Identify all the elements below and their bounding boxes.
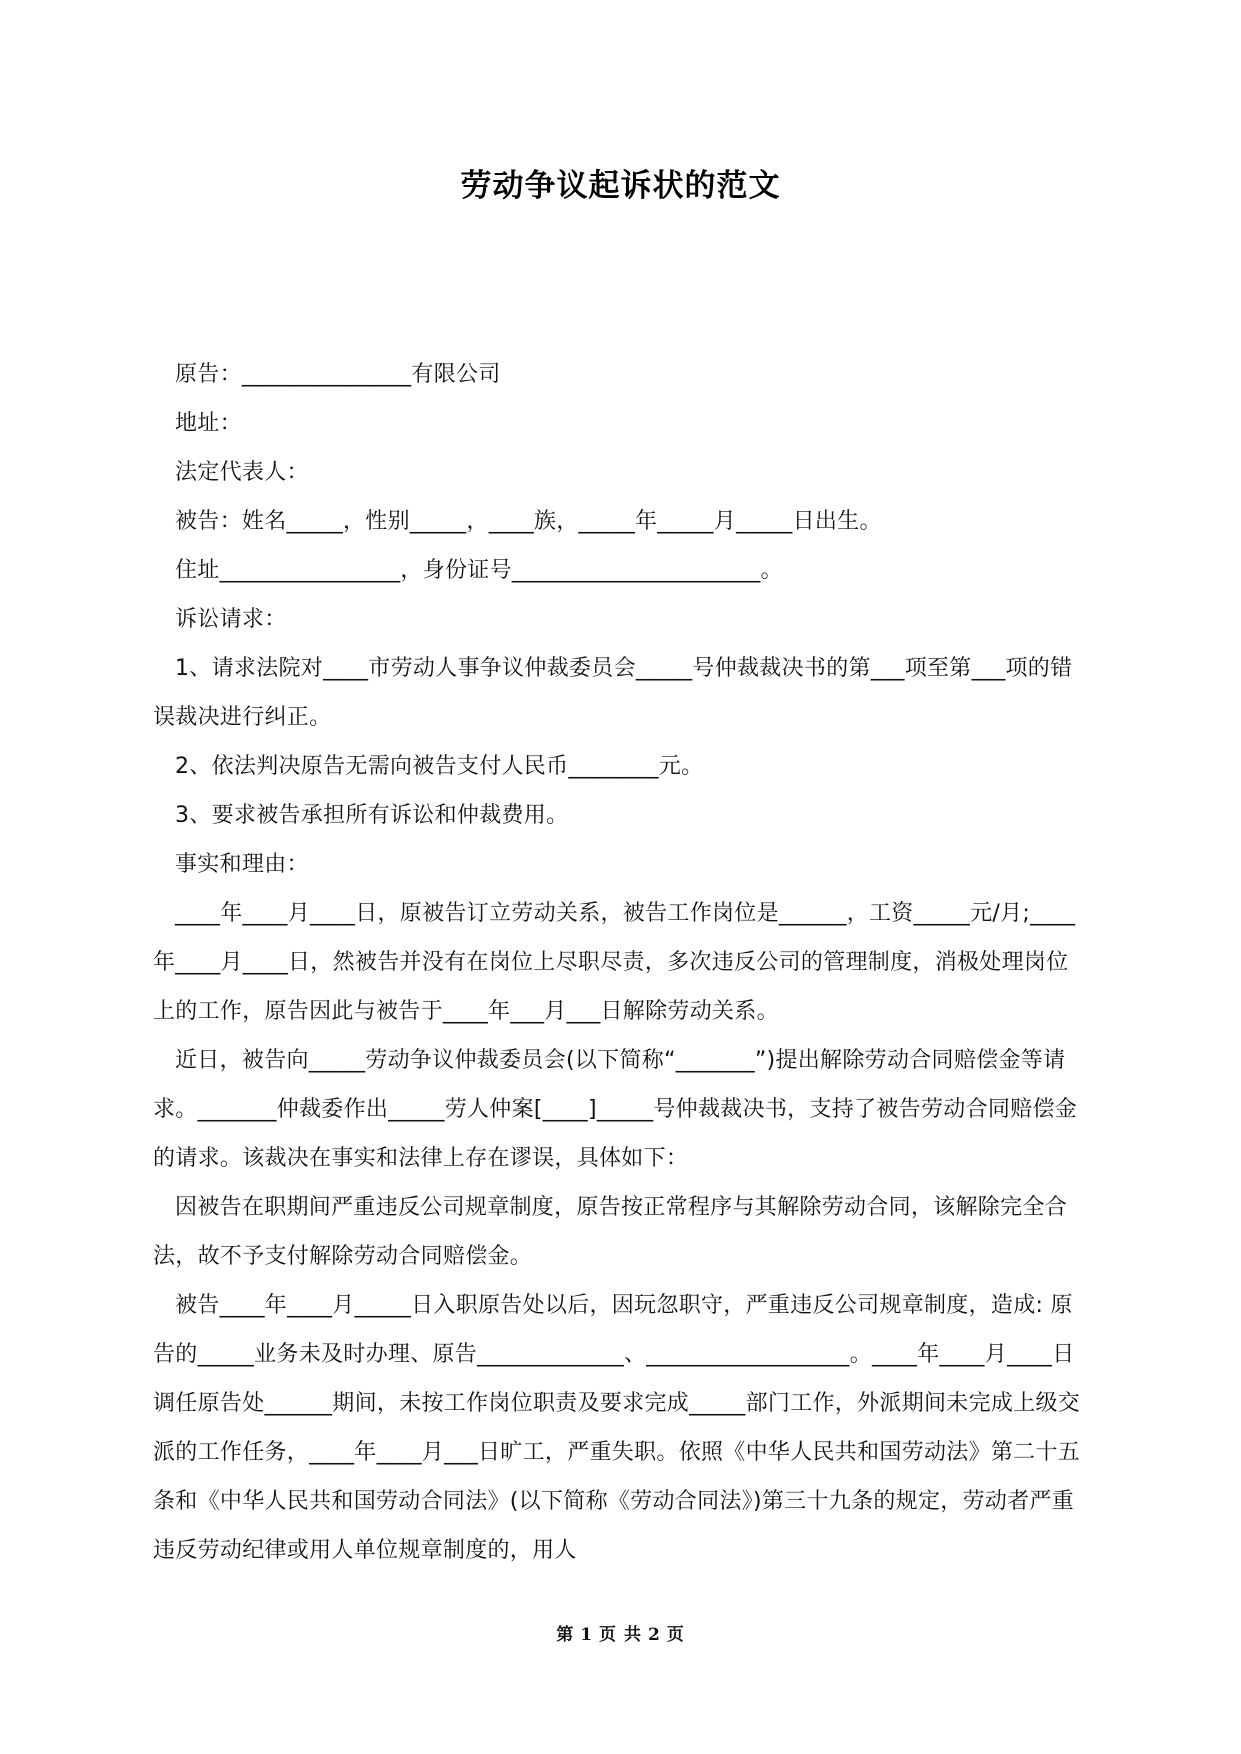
document-title: 劳动争议起诉状的范文 <box>460 168 781 204</box>
plaintiff-line: 原告：_______________有限公司 <box>175 362 501 387</box>
residence-id-line: 住址________________，身份证号______________________。 <box>175 558 783 583</box>
claim-item-1: 1、请求法院对____市劳动人事争议仲裁委员会_____号仲裁裁决书的第___项至第___项的错误裁决进行纠正。 <box>153 656 1073 730</box>
claims-heading: 诉讼请求： <box>175 607 287 632</box>
claim-item-2: 2、依法判决原告无需向被告支付人民币________元。 <box>175 754 704 779</box>
claim-item-3: 3、要求被告承担所有诉讼和仲裁费用。 <box>175 803 569 828</box>
facts-paragraph-2: 近日，被告向_____劳动争议仲裁委员会(以下简称“_______”)提出解除劳动合同赔偿金等请求。_______仲裁委作出_____劳人仲案[____]_____号仲裁裁决书，支持了被告劳动合同赔偿金的请求。该裁决在事实和法律上存在谬误，具体如下： <box>153 1048 1078 1171</box>
footer-total-pages: 2 <box>647 1625 661 1645</box>
document-body <box>153 350 1088 1575</box>
facts-paragraph-4: 被告____年____月_____日入职原告处以后，因玩忽职守，严重违反公司规章制度，造成: 原告的_____业务未及时办理、原告_____________、__________________。____年____月____日调任原告处______期间，未按工作岗位职责及要求完成_____部门工作，外派期间未完成上级交派的工作任务，____年____月___日旷工，严重失职。依照《中华人民共和国劳动法》第二十五条和《中华人民共和国劳动合同法》(以下简称《劳动合同法》)第三十九条的规定，劳动者严重违反劳动纪律或用人单位规章制度的，用人 <box>153 1293 1081 1563</box>
page-footer <box>0 1620 1241 1645</box>
footer-current-page: 1 <box>580 1625 594 1645</box>
facts-paragraph-1: ____年____月____日，原被告订立劳动关系，被告工作岗位是______，工资_____元/月;____年____月____日，然被告并没有在岗位上尽职尽责，多次违反公司的管理制度，消极处理岗位上的工作，原告因此与被告于____年___月___日解除劳动关系。 <box>153 901 1076 1024</box>
footer-prefix: 第 <box>556 1625 575 1645</box>
legal-representative-line: 法定代表人： <box>175 460 309 485</box>
facts-paragraph-3: 因被告在职期间严重违反公司规章制度，原告按正常程序与其解除劳动合同，该解除完全合法，故不予支付解除劳动合同赔偿金。 <box>153 1195 1068 1269</box>
footer-middle: 页 共 <box>599 1625 642 1645</box>
facts-heading: 事实和理由： <box>175 852 309 877</box>
address-line: 地址： <box>175 411 242 436</box>
defendant-line: 被告：姓名_____，性别_____，____族，_____年_____月_____日出生。 <box>175 509 882 534</box>
footer-suffix: 页 <box>666 1625 685 1645</box>
